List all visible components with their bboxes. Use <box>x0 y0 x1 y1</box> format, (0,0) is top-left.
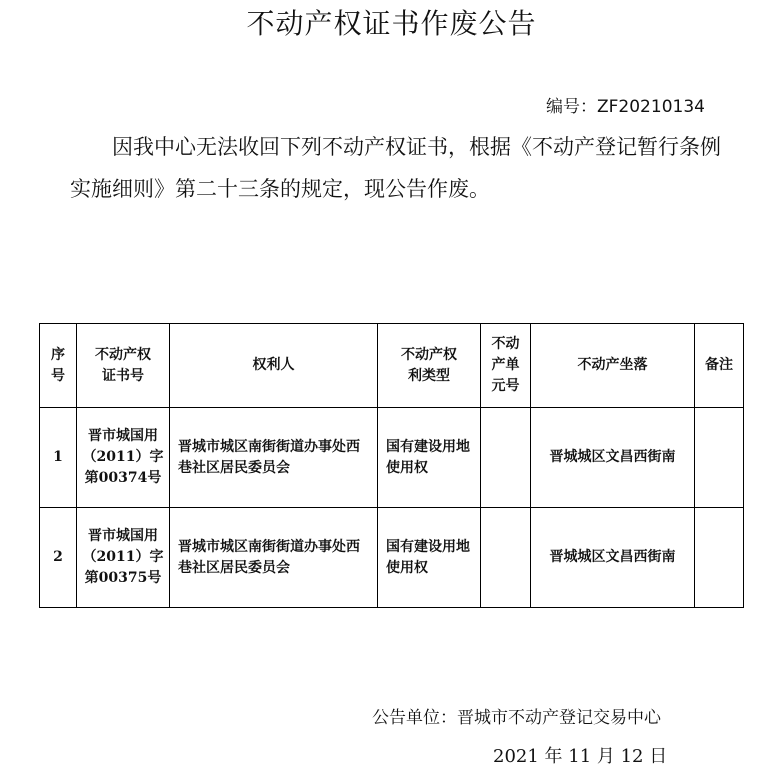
header-cert-no: 不动产权证书号 <box>77 324 170 408</box>
intro-paragraph: 因我中心无法收回下列不动产权证书，根据《不动产登记暂行条例实施细则》第二十三条的规定，现公告作废。 <box>70 135 721 201</box>
certificate-table <box>39 323 744 608</box>
document-title: 不动产权证书作废公告 <box>246 7 537 40</box>
header-location: 不动产坐落 <box>531 324 695 408</box>
cell-holder: 晋城市城区南街街道办事处西巷社区居民委员会 <box>170 508 378 608</box>
cell-seq: 2 <box>40 508 77 608</box>
header-holder: 权利人 <box>170 324 378 408</box>
document-number: 编号：ZF20210134 <box>546 97 705 117</box>
table-header-row <box>40 324 744 408</box>
header-seq: 序号 <box>40 324 77 408</box>
table-row <box>40 408 744 508</box>
issue-date: 2021 年 11 月 12 日 <box>493 746 668 767</box>
cell-seq: 1 <box>40 408 77 508</box>
cell-remark <box>695 408 744 508</box>
cell-right-type: 国有建设用地使用权 <box>378 408 481 508</box>
cell-right-type: 国有建设用地使用权 <box>378 508 481 608</box>
header-remark: 备注 <box>695 324 744 408</box>
cell-cert-no: 晋市城国用（2011）字第00374号 <box>77 408 170 508</box>
header-right-type: 不动产权利类型 <box>378 324 481 408</box>
cell-location: 晋城城区文昌西街南 <box>531 408 695 508</box>
cell-remark <box>695 508 744 608</box>
cell-location: 晋城城区文昌西街南 <box>531 508 695 608</box>
cell-cert-no: 晋市城国用（2011）字第00375号 <box>77 508 170 608</box>
table-row <box>40 508 744 608</box>
issuing-unit: 公告单位：晋城市不动产登记交易中心 <box>372 708 661 728</box>
cell-unit-no <box>481 508 531 608</box>
header-unit-no: 不动产单元号 <box>481 324 531 408</box>
cell-holder: 晋城市城区南街街道办事处西巷社区居民委员会 <box>170 408 378 508</box>
cell-unit-no <box>481 408 531 508</box>
